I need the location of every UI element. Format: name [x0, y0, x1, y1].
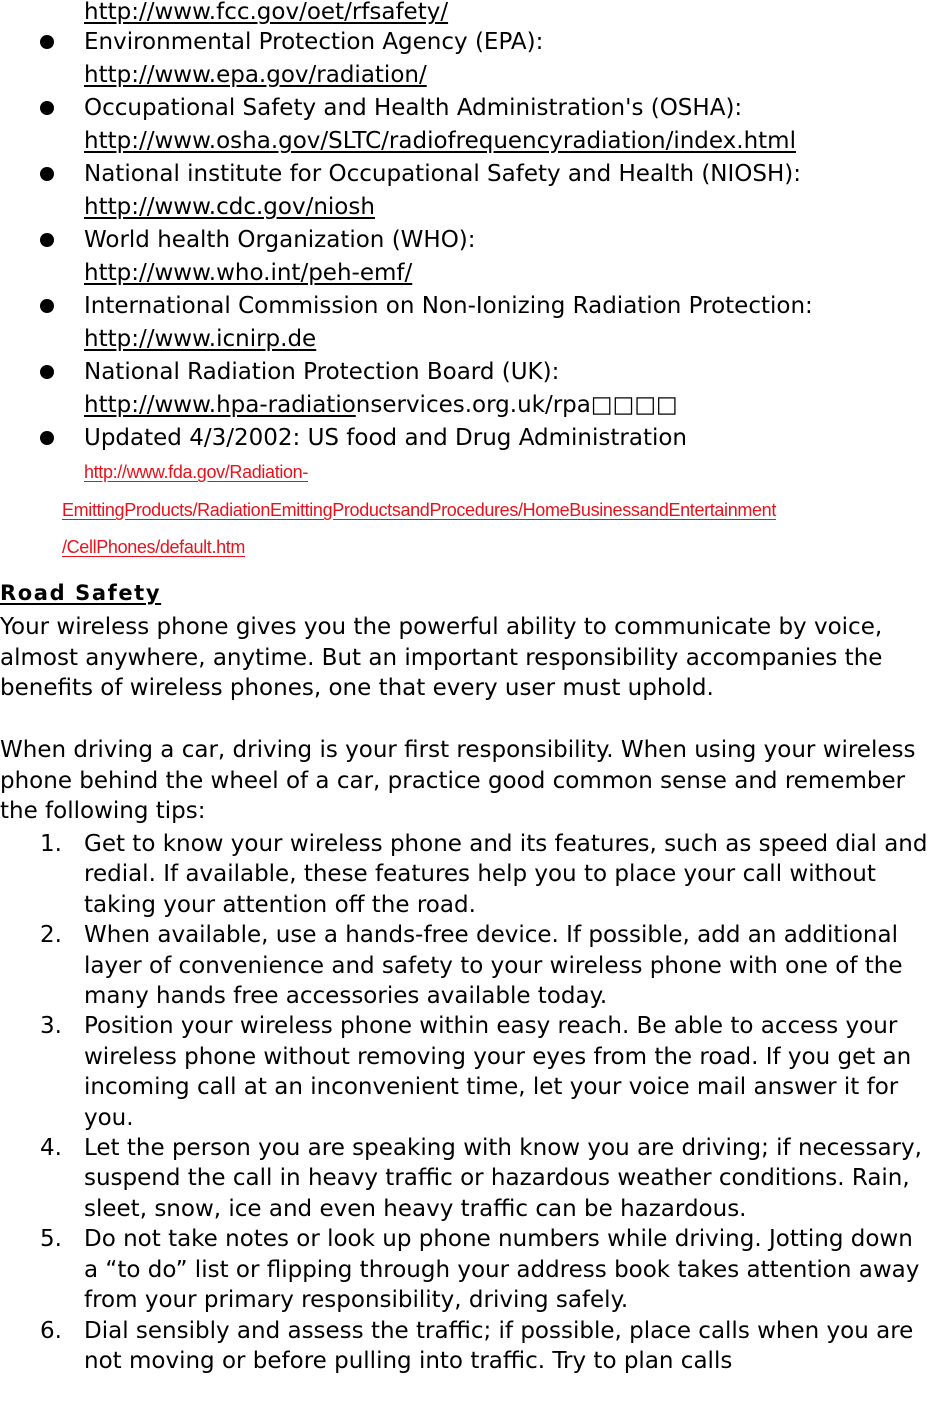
nrpb-link[interactable]: http://www.hpa-radiatio: [84, 392, 356, 418]
resource-label: Occupational Safety and Health Administration's (OSHA):: [84, 95, 743, 121]
tip-number: 2.: [40, 922, 62, 949]
who-link[interactable]: http://www.who.int/peh-emf/: [84, 260, 413, 286]
safety-tips-list: [0, 829, 933, 1376]
resource-label: National institute for Occupational Safety and Health (NIOSH):: [84, 161, 802, 187]
list-item: [0, 1316, 929, 1377]
list-item: [0, 1011, 929, 1133]
bullet-icon: [40, 35, 54, 49]
fda-link-line-2[interactable]: EmittingProducts/RadiationEmittingProductsandProcedures/HomeBusinessandEntertainment: [62, 500, 776, 520]
fda-link-line-1[interactable]: http://www.fda.gov/Radiation-: [84, 462, 308, 482]
tip-text: Let the person you are speaking with know you are driving; if necessary, suspend the call in heavy traffic or hazardous weather conditions. Rain, sleet, snow, ice and even heavy traffic can be hazardous.: [84, 1135, 922, 1222]
driving-paragraph: When driving a car, driving is your first responsibility. When using your wireless phone behind the wheel of a car, practice good common sense and remember the following tips:: [0, 737, 916, 825]
tip-text: Do not take notes or look up phone numbers while driving. Jotting down a “to do” list or flipping through your address book takes attention away from your primary responsibility, driving safely.: [84, 1226, 920, 1314]
bullet-icon: [40, 167, 54, 181]
tip-number: 3.: [40, 1013, 62, 1040]
intro-paragraph: Your wireless phone gives you the powerful ability to communicate by voice, almost anywhere, anytime. But an important responsibility accompanies the benefits of wireless phones, one that every user must uphold.: [0, 614, 883, 702]
fcc-link[interactable]: http://www.fcc.gov/oet/rfsafety/: [84, 0, 449, 25]
osha-link[interactable]: http://www.osha.gov/SLTC/radiofrequencyradiation/index.html: [84, 128, 796, 154]
fda-link-line-3[interactable]: /CellPhones/default.htm: [62, 537, 246, 557]
resource-label: National Radiation Protection Board (UK):: [84, 359, 560, 385]
bullet-icon: [40, 101, 54, 115]
tip-number: 6.: [40, 1317, 62, 1344]
list-item: [0, 829, 929, 920]
resource-label: Updated 4/3/2002: US food and Drug Administration: [84, 425, 687, 451]
tip-number: 1.: [40, 831, 62, 857]
tip-number: 4.: [40, 1135, 62, 1162]
tip-text: Position your wireless phone within easy reach. Be able to access your wireless phone without removing your eyes from the road. If you get an incoming call at an inconvenient time, let your voice mail answer it for you.: [84, 1013, 912, 1131]
section-title: Road Safety: [0, 581, 162, 605]
resource-label: Environmental Protection Agency (EPA):: [84, 29, 544, 55]
list-item: [0, 1224, 929, 1315]
epa-link[interactable]: http://www.epa.gov/radiation/: [84, 62, 427, 88]
tip-text: When available, use a hands-free device. If possible, add an additional layer of convenience and safety to your wireless phone with one of the many hands free accessories available today.: [84, 922, 903, 1010]
list-item: [0, 1133, 929, 1224]
niosh-link[interactable]: http://www.cdc.gov/niosh: [84, 194, 375, 220]
tip-text: Get to know your wireless phone and its features, such as speed dial and redial. If available, these features help you to place your call without taking your attention off the road.: [84, 831, 928, 918]
nrpb-link-line: [84, 390, 678, 420]
resource-label: World health Organization (WHO):: [84, 227, 476, 253]
nrpb-link-rest: nservices.org.uk/rpa□□□□: [355, 392, 678, 418]
bullet-icon: [40, 365, 54, 379]
tip-text: Dial sensibly and assess the traffic; if possible, place calls when you are not moving or before pulling into traffic. Try to plan calls: [84, 1317, 914, 1374]
icnirp-link[interactable]: http://www.icnirp.de: [84, 326, 317, 352]
resource-label: International Commission on Non-Ionizing Radiation Protection:: [84, 293, 813, 319]
bullet-icon: [40, 299, 54, 313]
bullet-icon: [40, 431, 54, 445]
list-item: [0, 920, 929, 1011]
tip-number: 5.: [40, 1226, 62, 1253]
bullet-icon: [40, 233, 54, 247]
